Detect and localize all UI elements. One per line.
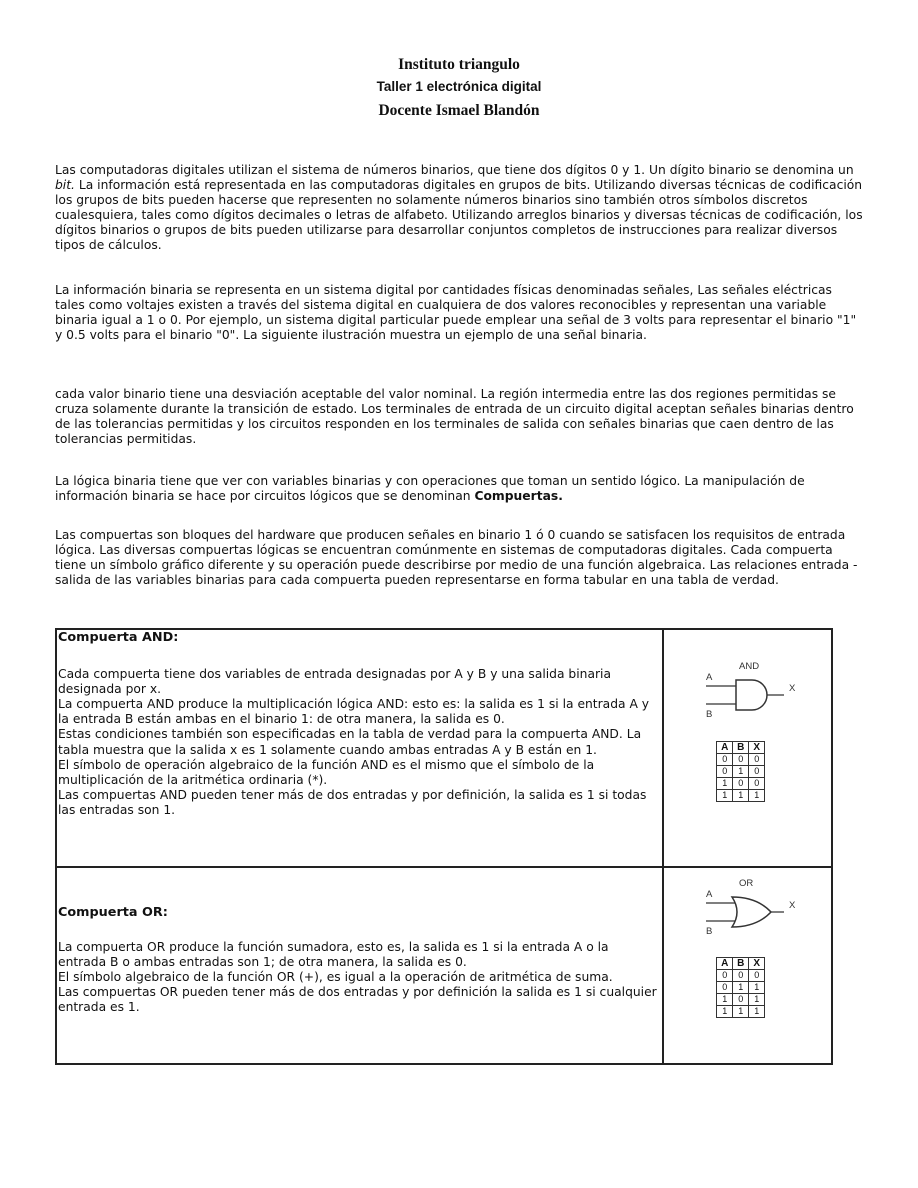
table-cell: 0 <box>749 778 765 790</box>
truth-table-row <box>717 790 765 802</box>
and-gate-label: AND <box>739 661 760 672</box>
or-output-label: X <box>789 900 796 911</box>
table-cell: 1 <box>733 766 749 778</box>
paragraph-gates: Las compuertas son bloques del hardware que producen señales en binario 1 ó 0 cuando se satisfacen los requisitos de entrada lógica. Las diversas compuertas lógicas se encuentran comúnmente en sistemas de computadoras digitales. Cada compuerta tiene un símbolo gráfico diferente y su operación puede describirse por medio de una función algebraica. Las relaciones entrada - salida de las variables binarias para cada compuerta pueden representarse en forma tabular en una tabla de verdad. <box>55 528 858 588</box>
and-gate-title: Compuerta AND: <box>58 630 179 645</box>
or-gate-description <box>56 867 663 1064</box>
truth-table-row <box>717 766 765 778</box>
header-cell: X <box>749 958 765 970</box>
table-cell: 0 <box>733 994 749 1006</box>
or-gate-row <box>56 867 832 1064</box>
and-truth-table <box>716 741 765 802</box>
and-gate-symbol-icon <box>702 658 802 720</box>
table-cell: 1 <box>749 790 765 802</box>
or-gate-title: Compuerta OR: <box>58 904 168 920</box>
and-output-label: X <box>789 683 796 694</box>
truth-table-row <box>717 970 765 982</box>
and-gate-row <box>56 629 832 867</box>
or-gate-line: La compuerta OR produce la función sumadora, esto es, la salida es 1 si la entrada A o la entrada B o ambas entradas son 1; de otra manera, la salida es 0. <box>58 939 609 969</box>
course-title: Taller 1 electrónica digital <box>376 79 542 94</box>
or-gate-line: El símbolo algebraico de la función OR (+), es igual a la operación de aritmética de suma. <box>58 970 613 984</box>
truth-table-row <box>717 1006 765 1018</box>
institution-title: Instituto triangulo <box>398 56 520 73</box>
and-gate-line: Cada compuerta tiene dos variables de entrada designadas por A y B y una salida binaria designada por x. <box>58 667 611 697</box>
table-cell: 1 <box>749 994 765 1006</box>
teacher-name: Docente Ismael Blandón <box>378 102 540 119</box>
or-gate-label: OR <box>739 878 754 889</box>
table-cell: 1 <box>733 790 749 802</box>
table-cell: 0 <box>717 970 733 982</box>
bit-term: bit. <box>55 178 75 193</box>
truth-table-header <box>717 958 765 970</box>
paragraph-text: La información está representada en las computadoras digitales en grupos de bits. Utilizando diversas técnicas de codificación los grupos de bits pueden hacerse que representen no solamente números binarios sino también otros símbolos discretos cualesquiera, tales como dígitos decimales o letras de alfabeto. Utilizando arreglos binarios y diversas técnicas de codificación, los dígitos binarios o grupos de bits pueden utilizarse para desarrollar conjuntos completos de instrucciones para realizar diversos tipos de cálculos. <box>55 178 863 253</box>
paragraph-binary-logic <box>55 474 863 504</box>
and-gate-line: Las compuertas AND pueden tener más de dos entradas y por definición, la salida es 1 si todas las entradas son 1. <box>58 787 647 817</box>
table-cell: 0 <box>717 766 733 778</box>
table-cell: 0 <box>717 754 733 766</box>
header-cell: A <box>717 958 733 970</box>
table-cell: 0 <box>733 754 749 766</box>
table-cell: 1 <box>717 994 733 1006</box>
and-input-b-label: B <box>706 709 713 720</box>
table-cell: 1 <box>749 982 765 994</box>
truth-table-row <box>717 778 765 790</box>
table-cell: 0 <box>749 766 765 778</box>
or-input-a-label: A <box>706 889 713 900</box>
header-cell: B <box>733 742 749 754</box>
table-cell: 0 <box>733 970 749 982</box>
paragraph-binary-numbers <box>55 163 863 254</box>
table-cell: 0 <box>749 970 765 982</box>
header-cell: B <box>733 958 749 970</box>
paragraph-text: La lógica binaria tiene que ver con variables binarias y con operaciones que toman un sentido lógico. La manipulación de información binaria se hace por circuitos lógicos que se denominan <box>55 474 805 504</box>
table-cell: 0 <box>733 778 749 790</box>
table-cell: 1 <box>749 1006 765 1018</box>
table-cell: 0 <box>749 754 765 766</box>
truth-table-row <box>717 994 765 1006</box>
paragraph-text: Las computadoras digitales utilizan el sistema de números binarios, que tiene dos dígitos 0 y 1. Un dígito binario se denomina un <box>55 163 854 177</box>
and-input-a-label: A <box>706 672 713 683</box>
table-cell: 0 <box>717 982 733 994</box>
and-gate-line: La compuerta AND produce la multiplicación lógica AND: esto es: la salida es 1 si la entrada A y la entrada B están ambas en el binario 1: de otra manera, la salida es 0. <box>58 697 650 727</box>
and-gate-line: El símbolo de operación algebraico de la función AND es el mismo que el símbolo de la multiplicación de la aritmética ordinaria (*). <box>58 757 595 787</box>
or-gate-symbol-icon <box>702 875 802 937</box>
table-cell: 1 <box>717 778 733 790</box>
header-cell: A <box>717 742 733 754</box>
or-truth-table <box>716 957 765 1018</box>
compuertas-term: Compuertas. <box>474 489 563 504</box>
paragraph-tolerance: cada valor binario tiene una desviación aceptable del valor nominal. La región intermedia entre las dos regiones permitidas se cruza solamente durante la transición de estado. Los terminales de entrada de un circuito digital aceptan señales binarias dentro de las tolerancias permitidas y los circuitos responden en los terminales de salida con señales binarias que caen dentro de las tolerancias permitidas. <box>55 387 854 447</box>
or-gate-figure <box>663 867 832 1064</box>
and-gate-figure <box>663 629 832 867</box>
truth-table-header <box>717 742 765 754</box>
paragraph-binary-signals: La información binaria se representa en un sistema digital por cantidades físicas denominadas señales, Las señales eléctricas tales como voltajes existen a través del sistema digital en cualquiera de dos valores reconocibles y representan una variable binaria igual a 1 o 0. Por ejemplo, un sistema digital particular puede emplear una señal de 3 volts para representar el binario "1" y 0.5 volts para el binario "0". La siguiente ilustración muestra un ejemplo de una señal binaria. <box>55 283 857 343</box>
truth-table-row <box>717 754 765 766</box>
and-gate-line: Estas condiciones también son especificadas en la tabla de verdad para la compuerta AND. La tabla muestra que la salida x es 1 solamente cuando ambas entradas A y B están en 1. <box>58 727 642 757</box>
or-input-b-label: B <box>706 926 713 937</box>
or-gate-line: Las compuertas OR pueden tener más de dos entradas y por definición la salida es 1 si cualquier entrada es 1. <box>58 985 657 1015</box>
table-cell: 1 <box>733 1006 749 1018</box>
header-cell: X <box>749 742 765 754</box>
table-cell: 1 <box>733 982 749 994</box>
table-cell: 1 <box>717 790 733 802</box>
truth-table-row <box>717 982 765 994</box>
table-cell: 1 <box>717 1006 733 1018</box>
and-gate-description <box>56 629 663 867</box>
gates-table <box>55 628 833 1065</box>
